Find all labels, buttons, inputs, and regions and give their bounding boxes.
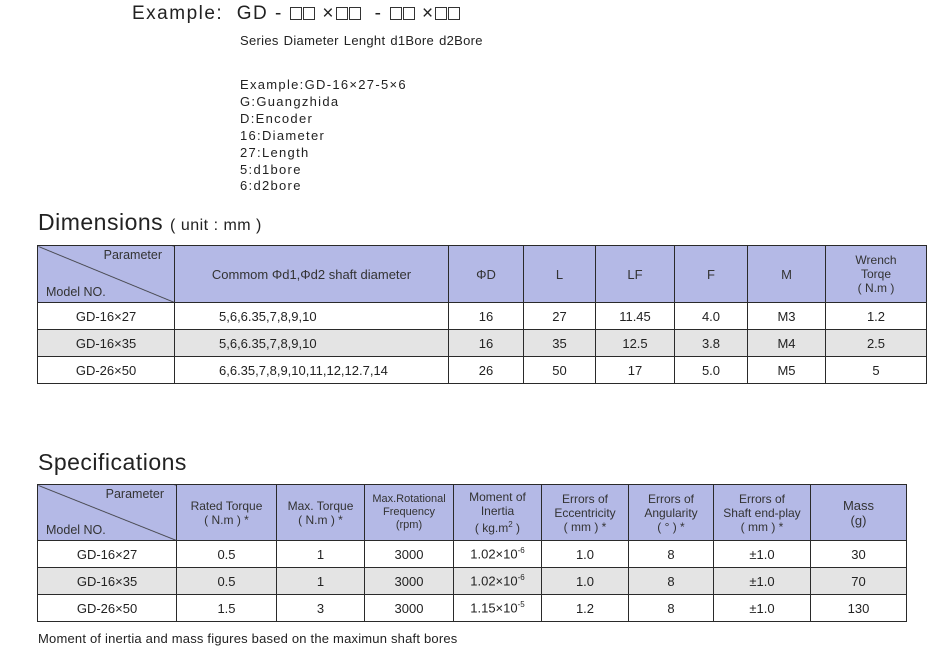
header-line: Errors of (647, 491, 694, 506)
example-line: 27:Length (240, 144, 310, 160)
header-line: Rated Torque (190, 498, 263, 513)
rated-torque-cell: 1.5 (177, 595, 277, 622)
angularity-cell: 8 (629, 568, 714, 595)
header-line: ( ° ) * (657, 519, 685, 534)
code-part-length: Lenght (343, 33, 386, 48)
rated-torque-cell: 0.5 (177, 568, 277, 595)
header-line: ( N.m ) (857, 281, 895, 295)
table-row (38, 568, 907, 595)
dimensions-heading (38, 209, 262, 236)
parameter-label: Parameter (103, 248, 162, 262)
header-m: M (748, 246, 826, 303)
torque-cell: 5 (826, 357, 927, 384)
code-format-title: Example: GD - × - × (132, 3, 461, 25)
header-line: Max. Torque (287, 498, 354, 513)
header-line: ( N.m ) * (298, 512, 343, 527)
dimensions-header-row (38, 246, 927, 303)
header-line: Moment of (469, 490, 526, 504)
header-wrench-torque (826, 246, 927, 303)
placeholder-box (290, 7, 302, 20)
lf-cell: 11.45 (596, 303, 675, 330)
header-od: ΦD (449, 246, 524, 303)
shaft-cell: 5,6,6.35,7,8,9,10 (175, 303, 449, 330)
header-line: Eccentricity (554, 505, 616, 520)
placeholder-box (403, 7, 415, 20)
max-torque-cell: 1 (277, 541, 365, 568)
example-line: G:Guangzhida (240, 93, 340, 109)
header-line: Mass (842, 497, 875, 513)
torque-cell: 1.2 (826, 303, 927, 330)
m-cell: M3 (748, 303, 826, 330)
model-label: Model NO. (46, 523, 106, 537)
inertia-cell (454, 541, 542, 568)
l-cell: 35 (524, 330, 596, 357)
header-line: Errors of (561, 491, 608, 506)
dimensions-title: Dimensions (38, 209, 164, 235)
header-shaft-diameter: Commom Φd1,Φd2 shaft diameter (175, 246, 449, 303)
inertia-exponent: -6 (517, 546, 525, 556)
header-line: Angularity (644, 505, 698, 520)
table-row (38, 357, 927, 384)
dimensions-table (37, 245, 927, 384)
end-play-cell: ±1.0 (714, 541, 811, 568)
inertia-base: 1.02×10 (470, 546, 518, 562)
f-cell: 5.0 (675, 357, 748, 384)
model-cell: GD-26×50 (38, 357, 175, 384)
model-label: Model NO. (46, 285, 106, 299)
example-line: 16:Diameter (240, 127, 326, 143)
header-eccentricity (542, 485, 629, 541)
code-prefix: GD (236, 3, 269, 24)
placeholder-box (435, 7, 447, 20)
header-line: Wrench (855, 253, 897, 267)
m-cell: M4 (748, 330, 826, 357)
header-angularity (629, 485, 714, 541)
inertia-base: 1.15×10 (470, 600, 518, 616)
end-play-cell: ±1.0 (714, 595, 811, 622)
header-rated-torque (177, 485, 277, 541)
header-line: Max.Rotational (372, 493, 446, 505)
placeholder-box (390, 7, 402, 20)
max-torque-cell: 3 (277, 595, 365, 622)
od-cell: 16 (449, 330, 524, 357)
model-cell: GD-16×35 (38, 568, 177, 595)
rpm-cell: 3000 (365, 568, 454, 595)
angularity-cell: 8 (629, 541, 714, 568)
table-row (38, 330, 927, 357)
mass-cell: 130 (811, 595, 907, 622)
inertia-cell (454, 568, 542, 595)
od-cell: 26 (449, 357, 524, 384)
code-part-labels (240, 33, 488, 48)
code-label: Example: (132, 3, 224, 24)
eccentricity-cell: 1.0 (542, 568, 629, 595)
od-cell: 16 (449, 303, 524, 330)
specifications-title: Specifications (38, 449, 187, 475)
mass-cell: 30 (811, 541, 907, 568)
inertia-base: 1.02×10 (470, 573, 518, 589)
l-cell: 50 (524, 357, 596, 384)
l-cell: 27 (524, 303, 596, 330)
diagonal-header-cell (38, 246, 175, 303)
inertia-unit-close: ) (512, 521, 521, 535)
code-part-series: Series (240, 33, 279, 48)
header-line: Errors of (738, 491, 785, 506)
specifications-table (37, 484, 907, 622)
eccentricity-cell: 1.0 (542, 541, 629, 568)
header-lf: LF (596, 246, 675, 303)
header-line: Shaft end-play (723, 505, 801, 520)
model-cell: GD-16×35 (38, 330, 175, 357)
placeholder-box (336, 7, 348, 20)
code-part-d2bore: d2Bore (439, 33, 483, 48)
shaft-cell: 5,6,6.35,7,8,9,10 (175, 330, 449, 357)
rpm-cell: 3000 (365, 541, 454, 568)
inertia-exponent: -6 (517, 573, 525, 583)
header-moment-of-inertia (454, 485, 542, 541)
example-line: 5:d1bore (240, 161, 302, 177)
angularity-cell: 8 (629, 595, 714, 622)
header-f: F (675, 246, 748, 303)
header-max-torque (277, 485, 365, 541)
table-row (38, 303, 927, 330)
header-mass (811, 485, 907, 541)
inertia-unit: ( kg.m (474, 521, 509, 535)
placeholder-box (349, 7, 361, 20)
model-cell: GD-16×27 (38, 303, 175, 330)
m-cell: M5 (748, 357, 826, 384)
torque-cell: 2.5 (826, 330, 927, 357)
diagonal-header-cell (38, 485, 177, 541)
inertia-exponent: -5 (517, 600, 525, 610)
example-line: D:Encoder (240, 110, 314, 126)
lf-cell: 12.5 (596, 330, 675, 357)
parameter-label: Parameter (105, 487, 164, 501)
mass-cell: 70 (811, 568, 907, 595)
header-shaft-end-play (714, 485, 811, 541)
end-play-cell: ±1.0 (714, 568, 811, 595)
lf-cell: 17 (596, 357, 675, 384)
header-line: (g) (850, 512, 867, 528)
placeholder-box (303, 7, 315, 20)
f-cell: 4.0 (675, 303, 748, 330)
example-explanation (240, 77, 407, 195)
inertia-unit-exponent: 2 (508, 520, 513, 529)
code-part-d1bore: d1Bore (390, 33, 435, 48)
model-cell: GD-16×27 (38, 541, 177, 568)
header-line: ( mm ) * (740, 519, 784, 534)
shaft-cell: 6,6.35,7,8,9,10,11,12,12.7,14 (175, 357, 449, 384)
header-line: Frequency (383, 506, 435, 518)
header-line: (rpm) (395, 519, 423, 531)
placeholder-box (448, 7, 460, 20)
code-part-diameter: Diameter (283, 33, 339, 48)
header-l: L (524, 246, 596, 303)
rated-torque-cell: 0.5 (177, 541, 277, 568)
specifications-header-row (38, 485, 907, 541)
eccentricity-cell: 1.2 (542, 595, 629, 622)
rpm-cell: 3000 (365, 595, 454, 622)
table-row (38, 595, 907, 622)
header-line: Torqe (860, 267, 892, 281)
header-line: ( mm ) * (563, 519, 607, 534)
dimensions-unit: ( unit : mm ) (170, 217, 262, 234)
header-max-rotational-frequency (365, 485, 454, 541)
example-line: Example:GD-16×27-5×6 (240, 77, 407, 92)
model-cell: GD-26×50 (38, 595, 177, 622)
table-row (38, 541, 907, 568)
max-torque-cell: 1 (277, 568, 365, 595)
header-line: ( N.m ) * (204, 512, 249, 527)
f-cell: 3.8 (675, 330, 748, 357)
header-line (454, 518, 541, 535)
footnote: Moment of inertia and mass figures based on the maximun shaft bores (38, 631, 458, 646)
example-line: 6:d2bore (240, 178, 302, 194)
inertia-cell (454, 595, 542, 622)
header-line: Inertia (480, 504, 515, 518)
